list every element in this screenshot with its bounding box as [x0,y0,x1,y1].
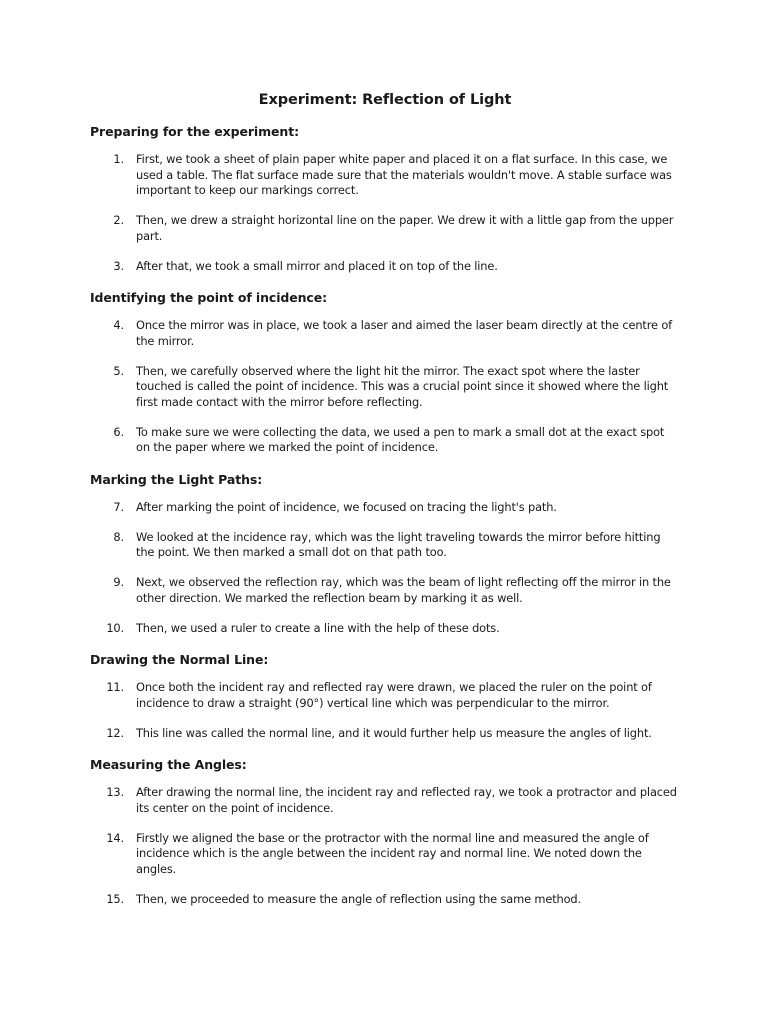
step-item [90,785,680,816]
document-title: Experiment: Reflection of Light [258,92,512,108]
step-text: Then, we proceeded to measure the angle of reflection using the same method. [136,891,581,906]
step-number: 4. [113,318,124,332]
step-text: After marking the point of incidence, we focused on tracing the light's path. [136,499,557,514]
section-preparing [90,124,680,274]
step-number: 3. [113,258,124,273]
step-item [90,530,680,561]
step-item [90,621,680,637]
section-point-of-incidence [90,290,680,456]
step-number: 12. [106,725,124,740]
section-light-paths [90,472,680,637]
step-item [90,318,680,349]
step-text: Firstly we aligned the base or the protractor with the normal line and measured the angle of incidence which is the angle between the incident ray and normal line. We noted down the angles. [136,830,649,876]
step-list [90,500,680,637]
step-number: 9. [113,575,124,589]
step-text: Once both the incident ray and reflected ray were drawn, we placed the ruler on the point of incidence to draw a straight (90°) vertical line which was perpendicular to the mirror. [136,680,652,710]
step-text: After drawing the normal line, the incident ray and reflected ray, we took a protractor and placed its center on the point of incidence. [136,785,677,815]
step-item [90,575,680,606]
step-number: 5. [113,363,124,378]
section-normal-line [90,652,680,741]
step-number: 8. [113,529,124,544]
step-item [90,831,680,878]
step-list [90,680,680,741]
step-item [90,364,680,411]
step-number: 11. [106,680,124,694]
step-text: Then, we carefully observed where the light hit the mirror. The exact spot where the laster touched is called the point of incidence. This was a crucial point since it showed where the light first made contact with the mirror before reflecting. [136,363,669,409]
section-heading: Identifying the point of incidence: [90,290,328,305]
step-number: 13. [106,785,124,799]
step-text: Next, we observed the reflection ray, which was the beam of light reflecting off the mirror in the other direction. We marked the reflection beam by marking it as well. [136,575,671,605]
step-item [90,259,680,275]
step-number: 7. [113,499,124,514]
step-number: 14. [106,830,124,845]
section-heading: Preparing for the experiment: [90,124,299,139]
step-item [90,726,680,742]
step-number: 1. [113,152,124,166]
step-item [90,213,680,244]
step-text: This line was called the normal line, and it would further help us measure the angles of light. [136,725,652,740]
step-item [90,500,680,516]
step-list [90,318,680,456]
step-text: Then, we drew a straight horizontal line on the paper. We drew it with a little gap from the upper part. [136,213,674,243]
step-text: To make sure we were collecting the data, we used a pen to mark a small dot at the exact spot on the paper where we marked the point of incidence. [136,424,665,454]
section-heading: Drawing the Normal Line: [90,652,269,667]
step-number: 10. [106,620,124,635]
step-item [90,425,680,456]
section-heading: Measuring the Angles: [90,757,247,772]
section-measuring-angles [90,757,680,907]
step-item [90,680,680,711]
step-text: We looked at the incidence ray, which was the light traveling towards the mirror before hitting the point. We then marked a small dot on that path too. [136,529,661,559]
section-heading: Marking the Light Paths: [90,471,263,487]
step-item [90,892,680,908]
step-number: 15. [106,891,124,906]
step-list [90,152,680,274]
step-number: 2. [113,213,124,227]
step-text: After that, we took a small mirror and placed it on top of the line. [136,258,498,273]
step-number: 6. [113,424,124,439]
step-item [90,152,680,199]
step-list [90,785,680,907]
step-text: Then, we used a ruler to create a line with the help of these dots. [136,620,500,635]
step-text: Once the mirror was in place, we took a laser and aimed the laser beam directly at the centre of the mirror. [136,318,672,348]
step-text: First, we took a sheet of plain paper white paper and placed it on a flat surface. In this case, we used a table. The flat surface made sure that the materials wouldn't move. A stable surface was important to keep our markings correct. [136,152,672,197]
